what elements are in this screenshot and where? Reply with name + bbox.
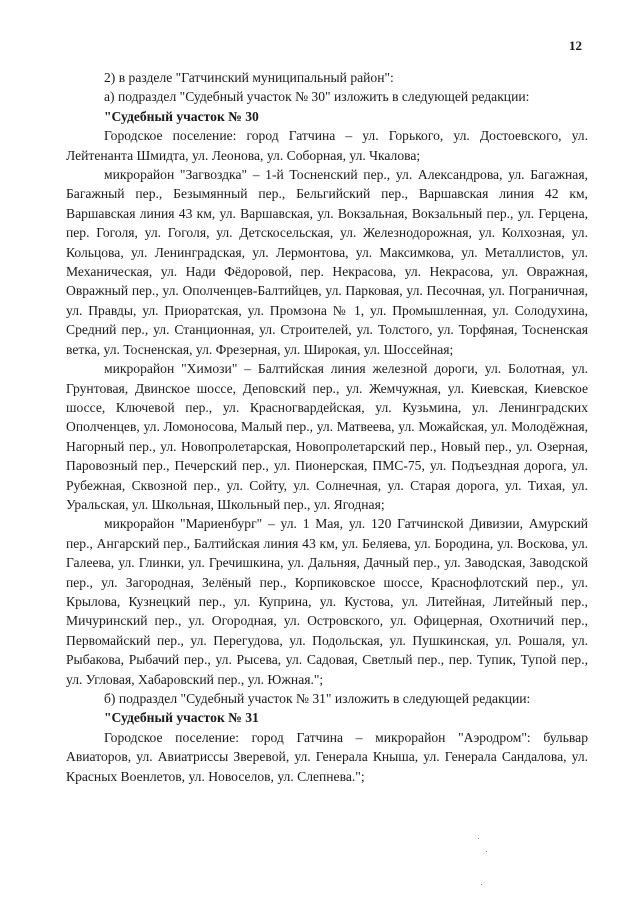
khimozi-district-streets: микрорайон "Химози" – Балтийская линия железной дороги, ул. Болотная, ул. Грунтовая, Двинское шоссе, Деповский пер., ул. Жемчужная, ул. Киевская, Киевское шоссе, Ключевой пер., ул. Красногвардейская, ул. Кузьмина, ул. Ленинградских Ополченцев, ул. Ломоносова, Малый пер., ул. Матвеева, ул. Можайская, ул. Молодёжная, Нагорный пер., ул. Новопролетарская, Новопролетарский пер., Новый пер., ул. Озерная, Паровозный пер., Печерский пер., ул. Пионерская, ПМС-75, ул. Подъездная дорога, ул. Рубежная, Сквозной пер., ул. Сойту, ул. Солнечная, ул. Старая дорога, ул. Тихая, ул. Уральская, ул. Школьная, Школьный пер., ул. Ягодная;: [66, 361, 588, 512]
scan-speck: [486, 851, 487, 852]
gatchina-town-streets: Городское поселение: город Гатчина – ул. Горького, ул. Достоевского, ул. Лейтенанта Шмидта, ул. Леонова, ул. Соборная, ул. Чкалова;: [66, 128, 588, 163]
page-number: 12: [569, 38, 582, 53]
court-district-31-heading: "Судебный участок № 31: [104, 710, 259, 726]
subsection-b-intro: б) подраздел "Судебный участок № 31" изложить в следующей редакции:: [104, 691, 531, 706]
document-body: [66, 68, 588, 786]
court-district-30-heading: "Судебный участок № 30: [104, 108, 259, 124]
scan-speck: [478, 838, 479, 839]
section-intro: 2) в разделе "Гатчинский муниципальный район":: [104, 70, 394, 85]
subsection-a-intro: а) подраздел "Судебный участок № 30" изложить в следующей редакции:: [104, 89, 530, 105]
zagvozdka-district-streets: микрорайон "Загвоздка" – 1-й Тосненский пер., ул. Александрова, ул. Багажная, Багажный пер., Безымянный пер., Бельгийский пер., Варшавская линия 42 км, Варшавская линия 43 км, ул. Варшавская, ул. Вокзальная, Вокзальный пер., ул. Герцена, пер. Гоголя, ул. Гоголя, ул. Детскосельская, ул. Железнодорожная, ул. Колхозная, ул. Кольцова, ул. Ленинградская, ул. Лермонтова, ул. Максимкова, ул. Металлистов, ул. Механическая, ул. Нади Фёдоровой, пер. Некрасова, ул. Некрасова, ул. Овражная, Овражный пер., ул. Ополченцев-Балтийцев, ул. Парковая, ул. Песочная, ул. Пограничная, ул. Правды, ул. Приоратская, ул. Промзона № 1, ул. Промышленная, ул. Солодухина, Средний пер., ул. Станционная, ул. Строителей, ул. Толстого, ул. Торфяная, Тосненская ветка, ул. Тосненская, ул. Фрезерная, ул. Широкая, ул. Шоссейная;: [66, 167, 588, 357]
aerodrom-district-streets: Городское поселение: город Гатчина – микрорайон "Аэродром": бульвар Авиаторов, ул. Авиатриссы Зверевой, ул. Генерала Кныша, ул. Генерала Сандалова, ул. Красных Военлетов, ул. Новоселов, ул. Слепнева.";: [66, 729, 588, 784]
scan-speck: [481, 884, 482, 885]
marienburg-district-streets: микрорайон "Мариенбург" – ул. 1 Мая, ул. 120 Гатчинской Дивизии, Амурский пер., Ангарский пер., Балтийская линия 43 км, ул. Беляева, ул. Бородина, ул. Воскова, ул. Галеева, ул. Глинки, ул. Гречишкина, ул. Дальняя, Дачный пер., ул. Заводская, Заводской пер., ул. Загородная, Зелёный пер., Корпиковское шоссе, Краснофлотский пер., ул. Крылова, Кузнецкий пер., ул. Куприна, ул. Кустова, ул. Литейная, Литейный пер., Мичуринский пер., ул. Огородная, ул. Островского, ул. Офицерная, Охотничий пер., Первомайский пер., ул. Перегудова, ул. Подольская, ул. Пушкинская, ул. Рошаля, ул. Рыбакова, Рыбачий пер., ул. Рысева, ул. Садовая, Светлый пер., пер. Тупик, Тупой пер., ул. Угловая, Хабаровский пер., ул. Южная.";: [66, 516, 588, 687]
